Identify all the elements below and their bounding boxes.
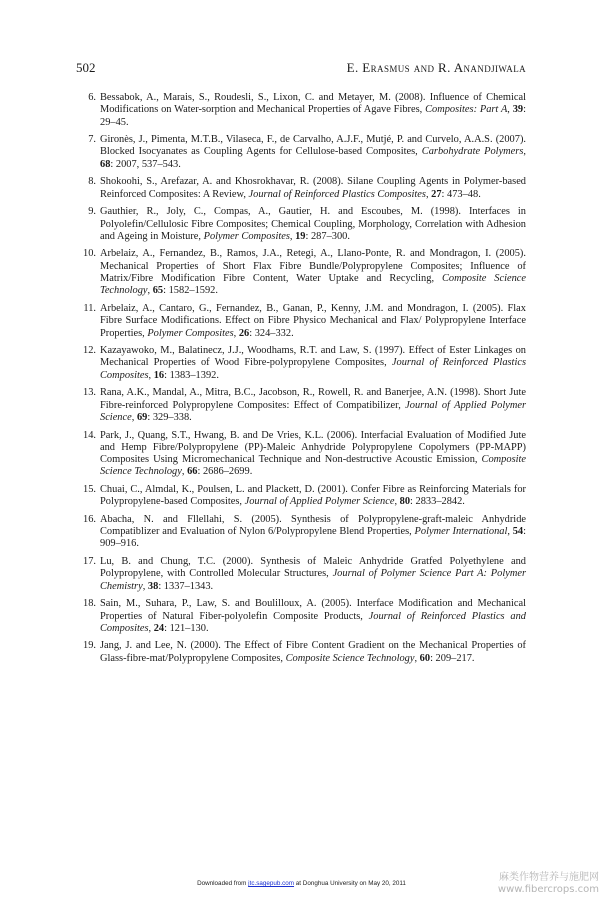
reference-volume: 69 (136, 411, 148, 423)
reference-text: Gironès, J., Pimenta, M.T.B., Vilaseca, F., de Carvalho, A.J.F., Mutjé, P. and Curvelo, A.A.S. (2007). Blocked Isocyanates as Coupling Agents for Cellulose-based Composites, (100, 134, 526, 158)
reference-separator: , (148, 369, 154, 381)
reference-number: 16. (83, 513, 96, 525)
reference-volume: 60 (419, 652, 431, 664)
reference-pages: : 29–45. (100, 104, 526, 128)
reference-pages: : 909–916. (100, 526, 526, 550)
footer-suffix: at Donghua University on May 20, 2011 (294, 880, 406, 887)
reference-text: Kazayawoko, M., Balatinecz, J.J., Woodhams, R.T. and Law, S. (1997). Effect of Ester Linkages on Mechanical Properties of Wood Fibre-polypropylene Composites, (100, 345, 526, 369)
reference-journal: Polymer International (414, 526, 508, 538)
reference-text: Jang, J. and Lee, N. (2000). The Effect of Fibre Content Gradient on the Mechanical Properties of Glass-fibre-mat/Polypropylene Composites, (100, 640, 526, 664)
reference-pages: : 121–130. (164, 622, 209, 634)
reference-text: Arbelaiz, A., Fernandez, B., Ramos, J.A., Retegi, A., Llano-Ponte, R. and Mondragon, I. (2005). Mechanical Properties of Short Flax Fibre Bundle/Polypropylene Composites; Influence of Matrix/Fibre Modification Fibre Content, Water Uptake and Recycling, (100, 248, 526, 285)
reference-separator: , (523, 146, 526, 158)
reference-journal: Composites: Part A (425, 104, 508, 116)
reference-text: Shokoohi, S., Arefazar, A. and Khosrokhavar, R. (2008). Silane Coupling Agents in Polymer-based Reinforced Composites: A Review, (100, 176, 526, 200)
reference-text: Chuai, C., Almdal, K., Poulsen, L. and Plackett, D. (2001). Confer Fibre as Reinforcing Materials for Polypropylene-based Composites, (100, 483, 526, 508)
reference-volume: 68 (100, 158, 111, 170)
reference-journal: Composite Science Technology (100, 273, 526, 297)
reference-pages: : 1337–1343. (158, 580, 214, 592)
reference-volume: 54 (512, 526, 524, 538)
reference-item (78, 134, 526, 171)
reference-text: Sain, M., Suhara, P., Law, S. and Boulilloux, A. (2005). Interface Modification and Mechanical Properties of Natural Fiber-polyolefin Composite Products, (100, 598, 526, 622)
running-head: E. Erasmus and R. Anandjiwala (346, 60, 526, 75)
reference-volume: 16 (153, 369, 165, 381)
reference-item (78, 206, 526, 243)
reference-separator: , (425, 188, 432, 200)
reference-separator: , (181, 466, 188, 478)
reference-separator: , (131, 411, 137, 423)
reference-number: 10. (83, 248, 96, 260)
reference-journal: Journal of Polymer Science Part A: Polymer Chemistry (100, 568, 526, 592)
watermark-line2: www.fibercrops.com (497, 884, 599, 895)
reference-separator: , (414, 652, 420, 664)
reference-number: 15. (83, 483, 96, 495)
reference-pages: : 2007, 537–543. (110, 158, 181, 170)
reference-number: 7. (88, 134, 96, 146)
page-header (76, 60, 526, 76)
reference-item (78, 303, 526, 340)
reference-volume: 38 (147, 580, 159, 592)
reference-item (78, 92, 526, 129)
reference-number: 13. (83, 387, 96, 399)
reference-item (78, 176, 526, 201)
reference-volume: 19 (295, 230, 306, 242)
reference-item (78, 640, 526, 665)
reference-separator: , (142, 580, 148, 592)
reference-item (78, 248, 526, 297)
reference-journal: Journal of Reinforced Plastics and Composites (100, 610, 526, 634)
reference-separator: , (289, 230, 296, 242)
reference-journal: Journal of Reinforced Plastics Composites (100, 357, 526, 381)
reference-volume: 66 (187, 466, 198, 478)
reference-list (78, 92, 526, 670)
reference-volume: 24 (153, 622, 165, 634)
footer-prefix: Downloaded from (197, 880, 249, 887)
footer-link[interactable]: jtc.sagepub.com (248, 880, 295, 887)
reference-number: 19. (83, 640, 96, 652)
reference-volume: 26 (238, 327, 250, 339)
reference-volume: 80 (399, 496, 411, 508)
reference-item (78, 598, 526, 635)
watermark (498, 872, 599, 896)
reference-pages: : 329–338. (147, 411, 192, 423)
reference-text: Gauthier, R., Joly, C., Compas, A., Gautier, H. and Escoubes, M. (1998). Interfaces in Polyolefin/Cellulosic Fibre Composites; Chemical Coupling, Morphology, Correlation with Adhesion and Ageing in Moisture, (100, 206, 526, 242)
reference-journal: Polymer Composites (147, 327, 234, 339)
reference-pages: : 324–332. (249, 327, 294, 339)
watermark-line1: 麻类作物营养与施肥网 (499, 872, 599, 883)
reference-text: Bessabok, A., Marais, S., Roudesli, S., Lixon, C. and Metayer, M. (2008). Influence of Chemical Modifications on Water-sorption and Mechanical Properties of Agave Fibres, (100, 92, 526, 116)
reference-item (78, 345, 526, 382)
reference-journal: Composite Science Technology (100, 454, 526, 478)
reference-number: 9. (88, 206, 96, 218)
reference-number: 8. (88, 176, 96, 188)
reference-number: 18. (83, 598, 96, 610)
reference-pages: : 1582–1592. (163, 285, 218, 297)
reference-journal: Journal of Applied Polymer Science (100, 399, 526, 423)
reference-pages: : 2833–2842. (410, 496, 465, 508)
reference-journal: Journal of Applied Polymer Science (244, 496, 395, 508)
reference-separator: , (507, 104, 513, 116)
reference-item (78, 514, 526, 551)
reference-pages: : 287–300. (305, 230, 350, 242)
reference-volume: 39 (512, 104, 524, 116)
reference-pages: : 473–48. (441, 188, 481, 200)
reference-journal: Composite Science Technology (285, 652, 415, 664)
reference-text: Lu, B. and Chung, T.C. (2000). Synthesis of Maleic Anhydride Gratfed Polyethylene and Polypropylene, with Controlled Molecular Structures, (100, 556, 526, 580)
reference-separator: , (394, 496, 400, 508)
reference-item (78, 484, 526, 509)
reference-item (78, 556, 526, 593)
reference-pages: : 209–217. (430, 652, 475, 664)
reference-separator: , (147, 285, 153, 297)
reference-number: 11. (83, 302, 96, 314)
reference-number: 17. (83, 556, 96, 568)
reference-volume: 65 (152, 285, 164, 297)
reference-item (78, 387, 526, 424)
reference-number: 14. (83, 429, 96, 441)
reference-pages: : 2686–2699. (197, 466, 253, 478)
reference-journal: Carbohydrate Polymers (421, 146, 524, 158)
reference-journal: Polymer Composites (203, 230, 290, 242)
reference-separator: , (148, 622, 154, 634)
reference-volume: 27 (431, 188, 442, 200)
reference-separator: , (233, 327, 239, 339)
reference-separator: , (507, 526, 513, 538)
reference-text: Arbelaiz, A., Cantaro, G., Fernandez, B., Ganan, P., Kenny, J.M. and Mondragon, I. (2005). Flax Fibre Surface Modifications. Effect on Fibre Physico Mechanical and Flax/ Polypropylene Interface Properties, (100, 302, 526, 339)
reference-number: 12. (83, 345, 96, 357)
reference-text: Abacha, N. and Fllellahi, S. (2005). Synthesis of Polypropylene-graft-maleic Anhydride Compatiblizer and Evaluation of Nylon 6/Polypropylene Blend Properties, (100, 513, 526, 538)
reference-text: Park, J., Quang, S.T., Hwang, B. and De Vries, K.L. (2006). Interfacial Evaluation of Modified Jute and Hemp Fibre/Polypropylene (PP)-Maleic Anhydride Polypropylene Copolymers (PP-MAPP) Composites Using Micromechanical Technique and Non-destructive Acoustic Emission, (100, 429, 526, 466)
reference-text: Rana, A.K., Mandal, A., Mitra, B.C., Jacobson, R., Rowell, R. and Banerjee, A.N. (1998). Short Jute Fibre-reinforced Polypropylene Composites: Effect of Compatibilizer, (100, 387, 526, 411)
reference-journal: Journal of Reinforced Plastics Composites (248, 188, 426, 200)
page-number: 502 (76, 60, 96, 75)
reference-item (78, 430, 526, 479)
reference-number: 6. (88, 92, 96, 103)
reference-pages: : 1383–1392. (164, 369, 219, 381)
